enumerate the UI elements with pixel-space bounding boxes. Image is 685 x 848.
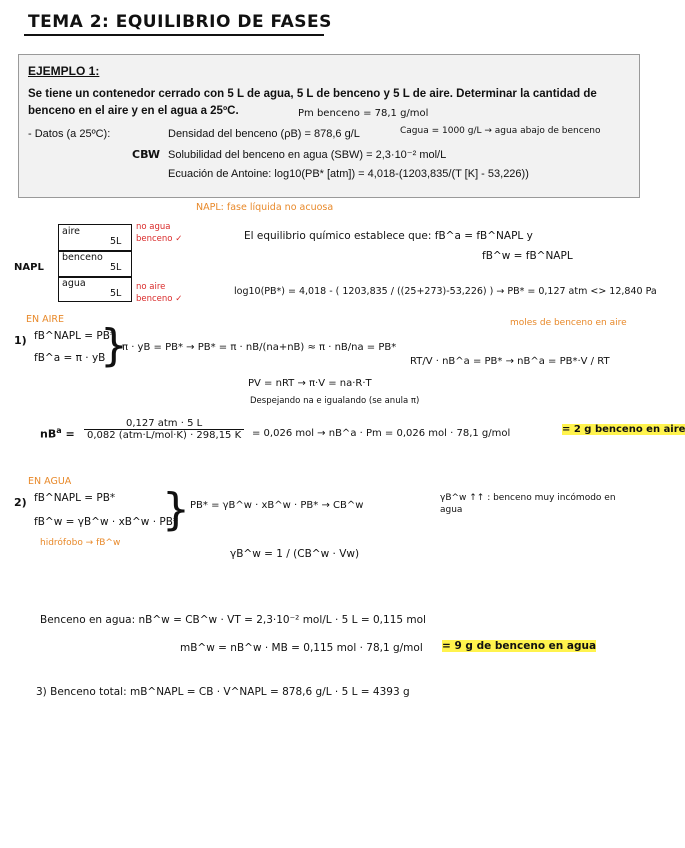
hydrophobic-note: hidrófobo → fB^w: [40, 538, 121, 548]
data-label: - Datos (a 25ºC):: [28, 128, 111, 140]
air-note-2: benceno ✓: [136, 234, 183, 244]
napl-label: NAPL: [14, 262, 44, 273]
gamma-definition: γB^w = 1 / (CB^w · Vw): [230, 548, 360, 560]
title-underline: [24, 34, 324, 36]
air-result: = 0,026 mol → nB^a · Pm = 0,026 mol · 78,1 g/mol: [252, 428, 511, 439]
moles-note: moles de benceno en aire: [510, 318, 627, 328]
air-chain: π · yB = PB* → PB* = π · nB/(na+nB) ≈ π · nB/na = PB*: [122, 342, 397, 353]
water-eq-1: fB^NAPL = PB*: [34, 492, 116, 504]
brace: }: [100, 320, 128, 371]
air-eq-1: fB^NAPL = PB*: [34, 330, 116, 342]
water-eq-2: fB^w = γB^w · xB^w · PB*: [34, 516, 179, 528]
benzene-water-line-1: Benceno en agua: nB^w = CB^w · VT = 2,3·10⁻² mol/L · 5 L = 0,115 mol: [40, 614, 426, 626]
antoine-calculation: log10(PB*) = 4,018 - ( 1203,835 / ((25+273)-53,226) ) → PB* = 0,127 atm <> 12,840 Pa: [234, 286, 657, 297]
benzene-water-line-2: mB^w = nB^w · MB = 0,115 mol · 78,1 g/mol: [180, 642, 423, 654]
layer-volume-air: 5L: [110, 236, 122, 247]
layer-name-water: agua: [62, 278, 86, 289]
density-line: Densidad del benceno (ρB) = 878,6 g/L: [168, 128, 360, 140]
cbw-mark: CBW: [132, 148, 160, 161]
equilibrium-line-2: fB^w = fB^NAPL: [482, 250, 573, 262]
water-chain: PB* = γB^w · xB^w · PB* → CB^w: [190, 500, 364, 511]
layer-name-benzene: benceno: [62, 252, 103, 263]
air-highlight: = 2 g benceno en aire: [562, 424, 685, 435]
water-note: Cagua = 1000 g/L → agua abajo de benceno: [400, 126, 601, 136]
page-title: TEMA 2: EQUILIBRIO DE FASES: [28, 12, 332, 32]
air-fraction: [84, 418, 244, 441]
solubility-line: Solubilidad del benceno en agua (SBW) = 2,3·10⁻² mol/L: [168, 149, 447, 161]
gamma-note: γB^w ↑↑ : benceno muy incómodo en agua: [440, 493, 616, 515]
section-number-2: 2): [14, 496, 27, 509]
air-note-1: no agua: [136, 222, 171, 232]
layer-volume-benzene: 5L: [110, 262, 122, 273]
section-number-1: 1): [14, 334, 27, 347]
layer-volume-water: 5L: [110, 288, 122, 299]
benzene-total-line: 3) Benceno total: mB^NAPL = CB · V^NAPL = 878,6 g/L · 5 L = 4393 g: [36, 686, 410, 698]
section-tag-water: EN AGUA: [28, 476, 72, 487]
air-fraction-den: 0,082 (atm·L/mol·K) · 298,15 K: [87, 430, 242, 441]
rt-step: RT/V · nB^a = PB* → nB^a = PB*·V / RT: [410, 356, 610, 367]
air-fraction-num: 0,127 atm · 5 L: [84, 418, 244, 430]
nba-symbol: $nB^a$ =: [40, 426, 75, 441]
section-tag-air: EN AIRE: [26, 314, 65, 325]
antoine-line: Ecuación de Antoine: log10(PB* [atm]) = 4,018-(1203,835/(T [K] - 53,226)): [168, 168, 529, 180]
brace: }: [162, 484, 190, 535]
example-statement: Se tiene un contenedor cerrado con 5 L de agua, 5 L de benceno y 5 L de aire. Determinar la cantidad de benceno en el aire y en el agua a 25ºC.: [28, 88, 597, 117]
despejando-note: Despejando na e igualando (se anula π): [250, 396, 420, 406]
layer-name-air: aire: [62, 226, 81, 237]
pm-note: Pm benceno = 78,1 g/mol: [298, 108, 429, 119]
air-eq-2: fB^a = π · yB: [34, 352, 106, 364]
equilibrium-line-1: El equilibrio químico establece que: fB^a = fB^NAPL y: [244, 230, 533, 242]
pv-equation: PV = nRT → π·V = na·R·T: [248, 378, 372, 389]
napl-note: NAPL: fase líquida no acuosa: [196, 202, 334, 213]
water-note-2: benceno ✓: [136, 294, 183, 304]
example-label: EJEMPLO 1:: [28, 64, 100, 78]
water-note-1: no aire: [136, 282, 166, 292]
water-highlight: = 9 g de benceno en agua: [442, 640, 597, 652]
